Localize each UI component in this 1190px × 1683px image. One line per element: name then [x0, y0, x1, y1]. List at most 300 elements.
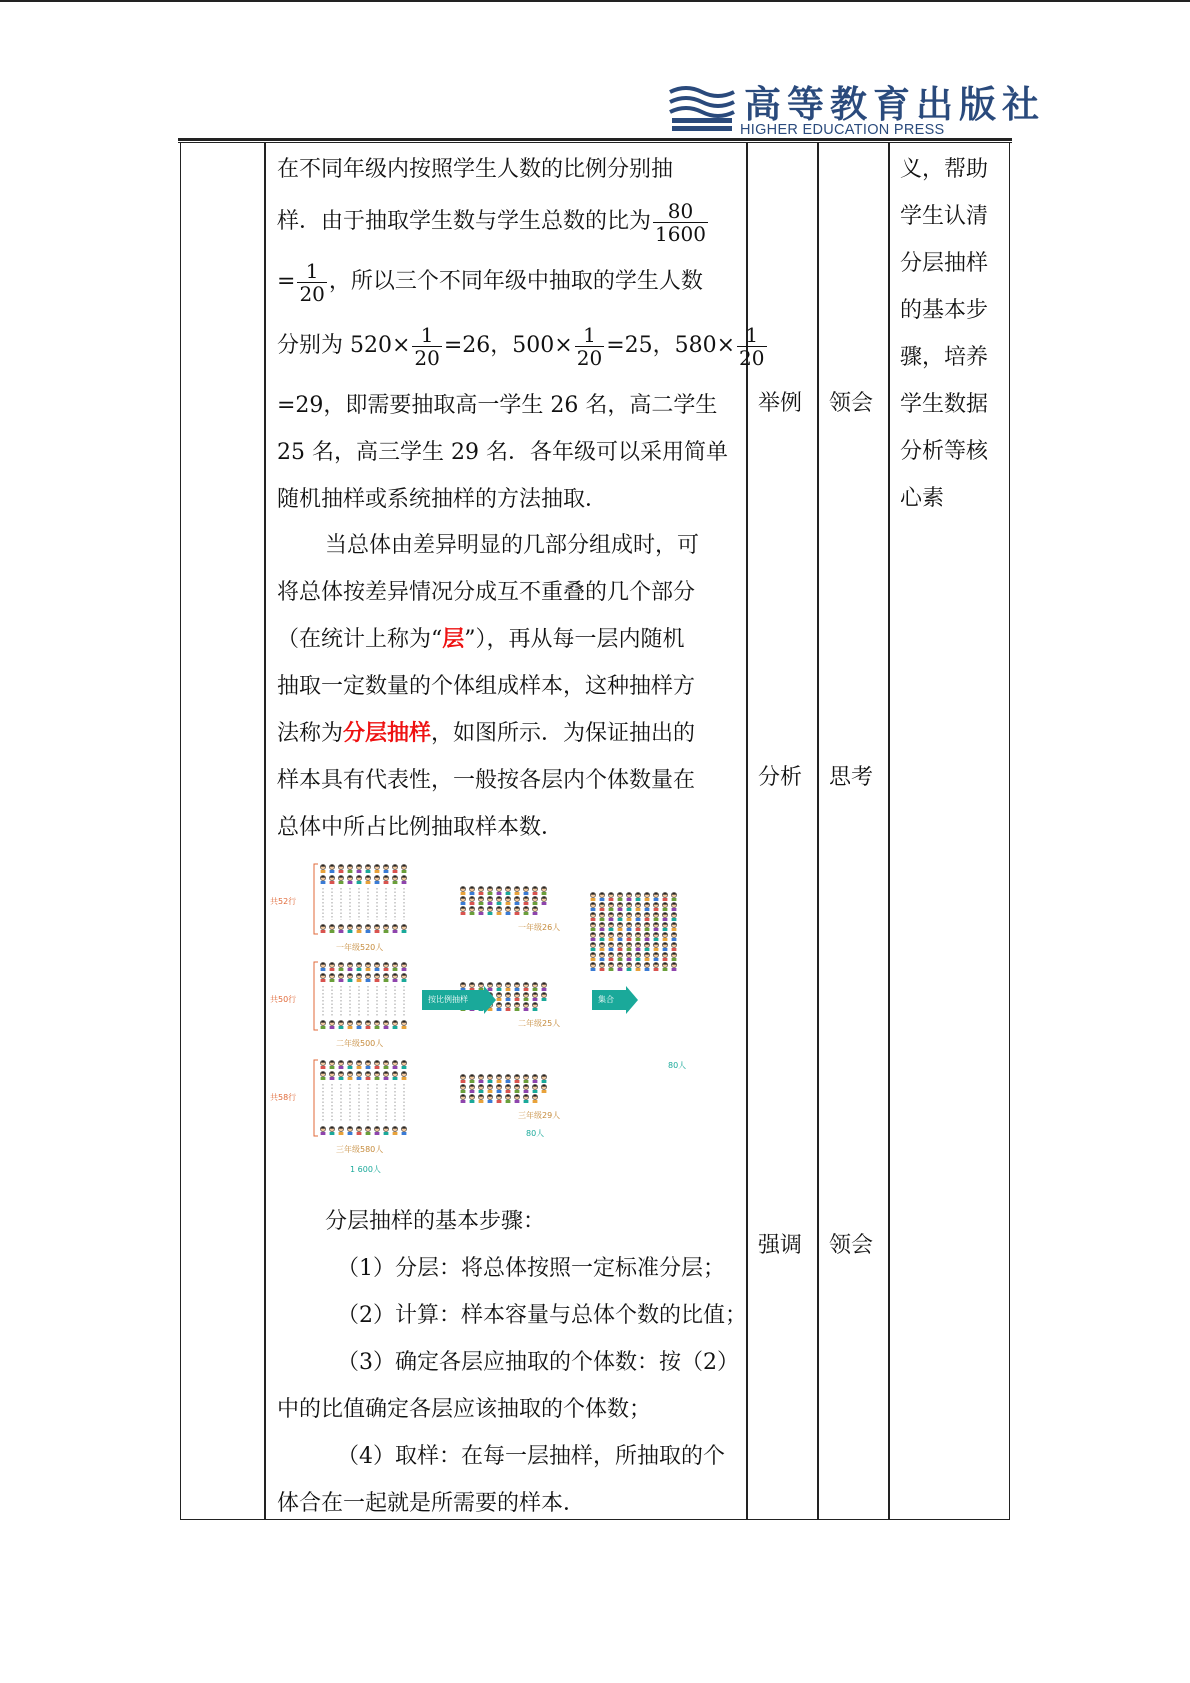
population-person	[401, 1071, 406, 1080]
sample-person	[469, 1094, 474, 1103]
sample-person	[514, 992, 519, 1001]
sample-person	[514, 1002, 519, 1011]
population-person	[383, 864, 388, 873]
population-person	[329, 973, 334, 982]
text-line: （4）取样：在每一层抽样，所抽取的个	[337, 1444, 725, 1469]
sample-person	[460, 896, 465, 905]
population-person	[392, 875, 397, 884]
teacher-activity: 分析	[758, 765, 803, 790]
design-intent-line: 心素	[900, 486, 945, 511]
merged-sample-person	[635, 912, 640, 921]
sample-person	[460, 1084, 465, 1093]
sample-person	[523, 982, 528, 991]
merged-sample-person	[608, 922, 613, 931]
merged-sample-person	[590, 942, 595, 951]
population-person	[329, 864, 334, 873]
rows-label: 共50行	[270, 995, 297, 1004]
merged-sample-person	[635, 932, 640, 941]
sample-person	[487, 886, 492, 895]
merged-sample-person	[599, 952, 604, 961]
population-person	[347, 1020, 352, 1029]
population-person	[329, 1020, 334, 1029]
grade-total-label: 三年级580人	[336, 1145, 384, 1154]
population-person	[392, 1071, 397, 1080]
sample-person	[523, 906, 528, 915]
merged-sample-person	[662, 892, 667, 901]
population-person	[374, 1020, 379, 1029]
text-line: 随机抽样或系统抽样的方法抽取．	[277, 487, 608, 512]
population-person	[401, 962, 406, 971]
sample-person	[532, 896, 537, 905]
merged-sample-person	[653, 902, 658, 911]
sample-person	[469, 896, 474, 905]
merged-sample-person	[626, 962, 631, 971]
population-person	[374, 864, 379, 873]
merged-sample-person	[626, 942, 631, 951]
merged-sample-person	[644, 922, 649, 931]
merged-sample-person	[644, 932, 649, 941]
sample-person	[487, 1094, 492, 1103]
merged-sample-person	[635, 892, 640, 901]
sample-person	[496, 1084, 501, 1093]
header-rule	[178, 138, 1012, 141]
population-person	[338, 864, 343, 873]
population-person	[329, 962, 334, 971]
population-person	[383, 973, 388, 982]
sample-person	[496, 896, 501, 905]
design-intent-line: 义，帮助	[900, 157, 989, 182]
sample-person	[496, 906, 501, 915]
merged-sample-person	[653, 892, 658, 901]
population-person	[401, 924, 406, 933]
fraction: $\frac{80}{1600}$	[655, 198, 706, 246]
merged-sample-person	[635, 922, 640, 931]
population-person	[320, 962, 325, 971]
sample-person	[523, 886, 528, 895]
merged-sample-person	[608, 962, 613, 971]
text-line: 将总体按差异情况分成互不重叠的几个部分	[277, 580, 696, 605]
merged-sample-person	[608, 892, 613, 901]
publisher-wave-icon	[666, 84, 738, 134]
merged-sample-person	[608, 952, 613, 961]
text-line: （在统计上称为“层”），再从每一层内随机	[277, 627, 685, 652]
text-line: （2）计算：样本容量与总体个数的比值；	[337, 1303, 747, 1328]
population-person	[365, 1071, 370, 1080]
population-person	[383, 1020, 388, 1029]
merged-sample-person	[590, 902, 595, 911]
merged-sample-person	[671, 952, 676, 961]
sample-person	[505, 886, 510, 895]
population-person	[401, 1060, 406, 1069]
merged-sample-person	[608, 932, 613, 941]
merged-sample-person	[608, 912, 613, 921]
text-line: 法称为分层抽样，如图所示．为保证抽出的	[277, 721, 696, 746]
merged-sample-person	[590, 922, 595, 931]
population-person	[383, 875, 388, 884]
merged-sample-person	[608, 902, 613, 911]
fraction: $\frac{1}{20}$	[414, 322, 440, 370]
population-person	[365, 864, 370, 873]
page-top-rule	[0, 0, 1190, 2]
population-person	[338, 1126, 343, 1135]
merged-sample-person	[599, 902, 604, 911]
population-person	[383, 924, 388, 933]
proportional-sampling-arrow: 按比例抽样	[422, 990, 484, 1010]
merged-sample-person	[626, 892, 631, 901]
text-line: 在不同年级内按照学生人数的比例分别抽	[277, 157, 674, 182]
population-person	[392, 924, 397, 933]
sample-person	[532, 1094, 537, 1103]
sample-person	[505, 1094, 510, 1103]
merged-sample-person	[662, 942, 667, 951]
population-person	[329, 875, 334, 884]
merged-sample-person	[617, 932, 622, 941]
table-col-divider	[264, 143, 266, 1520]
sample-person	[505, 1002, 510, 1011]
sample-person	[496, 992, 501, 1001]
population-person	[365, 962, 370, 971]
population-person	[365, 973, 370, 982]
merged-sample-person	[626, 952, 631, 961]
sample-person	[478, 886, 483, 895]
sample-person	[541, 982, 546, 991]
merged-sample-person	[644, 902, 649, 911]
grade-sample-label: 三年级29人	[518, 1111, 561, 1120]
row-bracket	[314, 864, 318, 934]
population-person	[374, 924, 379, 933]
sample-person	[496, 1094, 501, 1103]
student-activity: 思考	[829, 765, 874, 790]
text-line: 分层抽样的基本步骤：	[325, 1209, 546, 1234]
population-person	[320, 1020, 325, 1029]
stratified-sampling-figure	[270, 858, 740, 1178]
population-person	[356, 875, 361, 884]
merged-sample-person	[671, 932, 676, 941]
publisher-name-en: HIGHER EDUCATION PRESS	[740, 122, 945, 138]
merged-sample-person	[617, 902, 622, 911]
sample-person	[523, 1094, 528, 1103]
design-intent-line: 的基本步	[900, 298, 989, 323]
population-person	[365, 1126, 370, 1135]
population-person	[392, 864, 397, 873]
merged-sample-person	[617, 892, 622, 901]
merged-sample-person	[635, 902, 640, 911]
grade-total-label: 二年级500人	[336, 1039, 384, 1048]
text-line: 分别为 520× $\frac{1}{20}$ =26，500× $\frac{1}{20}$ =25，580× $\frac{1}{20}$	[277, 322, 765, 370]
publisher-name-cn: 高等教育出版社	[744, 82, 1045, 126]
teacher-activity: 强调	[758, 1233, 803, 1258]
population-person	[356, 1126, 361, 1135]
fraction: $\frac{1}{20}$	[299, 258, 325, 306]
sample-person	[478, 896, 483, 905]
table-col-divider	[888, 143, 890, 1520]
population-person	[338, 1071, 343, 1080]
text-line: 25 名，高三学生 29 名．各年级可以采用简单	[277, 440, 728, 465]
text-line: = $\frac{1}{20}$ ，所以三个不同年级中抽取的学生人数	[277, 258, 703, 306]
population-person	[338, 962, 343, 971]
sample-person	[541, 1074, 546, 1083]
population-person	[320, 924, 325, 933]
design-intent-line: 骤，培养	[900, 345, 989, 370]
merged-sample-person	[662, 912, 667, 921]
sample-person	[523, 1084, 528, 1093]
sample-total: 80人	[526, 1129, 545, 1138]
population-person	[401, 875, 406, 884]
grade-sample-label: 一年级26人	[518, 923, 561, 932]
sample-person	[496, 1002, 501, 1011]
sample-person	[469, 906, 474, 915]
sample-person	[532, 992, 537, 1001]
merged-sample-person	[617, 952, 622, 961]
population-person	[383, 962, 388, 971]
row-bracket	[314, 962, 318, 1030]
merged-sample-person	[653, 952, 658, 961]
sample-person	[532, 886, 537, 895]
sample-person	[505, 896, 510, 905]
sample-person	[478, 1074, 483, 1083]
merged-sample-person	[599, 892, 604, 901]
population-person	[374, 875, 379, 884]
fraction: $\frac{1}{20}$	[739, 322, 765, 370]
sample-person	[478, 906, 483, 915]
sample-person	[496, 982, 501, 991]
sample-person	[469, 886, 474, 895]
fraction: $\frac{1}{20}$	[576, 322, 603, 370]
population-person	[401, 864, 406, 873]
population-person	[347, 1126, 352, 1135]
merged-sample-total: 80人	[668, 1061, 687, 1070]
teacher-activity: 举例	[758, 391, 803, 416]
merged-sample-person	[626, 902, 631, 911]
population-person	[320, 875, 325, 884]
table-col-divider	[817, 143, 819, 1520]
sample-person	[514, 982, 519, 991]
merged-sample-person	[653, 932, 658, 941]
population-person	[320, 1060, 325, 1069]
population-person	[356, 1020, 361, 1029]
sample-person	[505, 1084, 510, 1093]
population-person	[320, 1126, 325, 1135]
merged-sample-person	[635, 962, 640, 971]
text-line: =29，即需要抽取高一学生 26 名，高二学生	[277, 393, 718, 418]
sample-person	[514, 1074, 519, 1083]
population-person	[401, 1126, 406, 1135]
text-line: 总体中所占比例抽取样本数．	[277, 815, 564, 840]
text-line: 当总体由差异明显的几部分组成时，可	[325, 533, 700, 558]
population-person	[392, 1126, 397, 1135]
population-person	[374, 1060, 379, 1069]
sample-person	[514, 886, 519, 895]
sample-person	[505, 906, 510, 915]
sample-person	[478, 1094, 483, 1103]
sample-person	[514, 1094, 519, 1103]
merged-sample-person	[590, 892, 595, 901]
sample-person	[514, 896, 519, 905]
population-total: 1 600人	[350, 1165, 381, 1174]
merged-sample-person	[671, 902, 676, 911]
sample-person	[523, 992, 528, 1001]
population-person	[392, 1060, 397, 1069]
sample-person	[460, 1074, 465, 1083]
design-intent-line: 分析等核	[900, 439, 989, 464]
merged-sample-person	[644, 912, 649, 921]
sample-person	[478, 1084, 483, 1093]
merged-sample-person	[662, 932, 667, 941]
population-person	[347, 973, 352, 982]
merged-sample-person	[635, 952, 640, 961]
merged-sample-person	[644, 962, 649, 971]
merged-sample-person	[599, 942, 604, 951]
population-person	[347, 875, 352, 884]
text-line: （3）确定各层应抽取的个体数：按（2）	[337, 1350, 739, 1375]
student-activity: 领会	[829, 391, 874, 416]
merged-sample-person	[590, 912, 595, 921]
merged-sample-person	[644, 942, 649, 951]
merged-sample-person	[590, 932, 595, 941]
population-person	[383, 1071, 388, 1080]
merged-sample-person	[671, 922, 676, 931]
population-person	[365, 875, 370, 884]
merged-sample-person	[590, 962, 595, 971]
text-line: 体合在一起就是所需要的样本．	[277, 1491, 586, 1516]
merged-sample-person	[608, 942, 613, 951]
population-person	[338, 875, 343, 884]
merged-sample-person	[635, 942, 640, 951]
merged-sample-person	[599, 932, 604, 941]
merged-sample-person	[653, 942, 658, 951]
merged-sample-person	[653, 922, 658, 931]
merged-sample-person	[617, 962, 622, 971]
text-line: 样．由于抽取学生数与学生总数的比为 $\frac{80}{1600}$	[277, 198, 706, 246]
sample-person	[496, 886, 501, 895]
text-line: （1）分层：将总体按照一定标准分层；	[337, 1256, 725, 1281]
population-person	[347, 1060, 352, 1069]
sample-person	[496, 1074, 501, 1083]
population-person	[329, 1060, 334, 1069]
sample-person	[523, 1074, 528, 1083]
sample-person	[469, 1084, 474, 1093]
population-person	[356, 1060, 361, 1069]
sample-person	[514, 906, 519, 915]
sample-person	[532, 906, 537, 915]
population-person	[320, 973, 325, 982]
population-person	[392, 1020, 397, 1029]
merged-sample-person	[662, 952, 667, 961]
design-intent-line: 学生认清	[900, 204, 989, 229]
population-person	[365, 1060, 370, 1069]
merged-sample-person	[599, 962, 604, 971]
merged-sample-person	[662, 962, 667, 971]
merged-sample-person	[653, 962, 658, 971]
sample-person	[541, 1084, 546, 1093]
grade-sample-label: 二年级25人	[518, 1019, 561, 1028]
population-person	[338, 924, 343, 933]
merged-sample-person	[626, 922, 631, 931]
merged-sample-person	[653, 912, 658, 921]
population-person	[374, 1126, 379, 1135]
population-person	[374, 973, 379, 982]
text-line: 中的比值确定各层应该抽取的个体数；	[277, 1397, 652, 1422]
merged-sample-person	[617, 912, 622, 921]
text-line: 样本具有代表性，一般按各层内个体数量在	[277, 768, 696, 793]
term-highlight: 分层抽样	[343, 721, 432, 746]
sample-person	[469, 1074, 474, 1083]
sample-person	[505, 982, 510, 991]
merged-sample-person	[626, 932, 631, 941]
population-person	[401, 973, 406, 982]
publisher-logo	[666, 82, 1045, 138]
text-line: 抽取一定数量的个体组成样本，这种抽样方	[277, 674, 696, 699]
sample-person	[523, 896, 528, 905]
population-person	[320, 1071, 325, 1080]
population-person	[347, 1071, 352, 1080]
merged-sample-person	[671, 942, 676, 951]
sample-person	[532, 982, 537, 991]
sample-person	[532, 1002, 537, 1011]
population-person	[356, 973, 361, 982]
design-intent-line: 学生数据	[900, 392, 989, 417]
sample-person	[505, 992, 510, 1001]
population-person	[365, 1020, 370, 1029]
population-person	[329, 1071, 334, 1080]
merged-sample-person	[617, 942, 622, 951]
merged-sample-person	[662, 902, 667, 911]
rows-label: 共52行	[270, 897, 297, 906]
population-person	[383, 1126, 388, 1135]
sample-person	[460, 1094, 465, 1103]
sample-person	[487, 1074, 492, 1083]
rows-label: 共58行	[270, 1093, 297, 1102]
merged-sample-person	[590, 952, 595, 961]
people-grid-illustration	[270, 858, 740, 1178]
sample-person	[487, 1084, 492, 1093]
population-person	[374, 962, 379, 971]
population-person	[356, 924, 361, 933]
sample-person	[487, 906, 492, 915]
population-person	[365, 924, 370, 933]
population-person	[320, 864, 325, 873]
population-person	[374, 1071, 379, 1080]
sample-person	[514, 1084, 519, 1093]
merged-sample-person	[644, 952, 649, 961]
merged-sample-person	[599, 922, 604, 931]
population-person	[356, 864, 361, 873]
sample-person	[523, 1002, 528, 1011]
merged-sample-person	[644, 892, 649, 901]
sample-person	[541, 896, 546, 905]
population-person	[392, 973, 397, 982]
sample-person	[532, 1084, 537, 1093]
student-activity: 领会	[829, 1233, 874, 1258]
population-person	[347, 924, 352, 933]
sample-person	[541, 992, 546, 1001]
sample-person	[460, 886, 465, 895]
sample-person	[487, 896, 492, 905]
grade-total-label: 一年级520人	[336, 943, 384, 952]
population-person	[401, 1020, 406, 1029]
sample-person	[505, 1074, 510, 1083]
term-highlight: 层	[442, 627, 465, 652]
merged-sample-person	[626, 912, 631, 921]
row-bracket	[314, 1060, 318, 1136]
population-person	[383, 1060, 388, 1069]
sample-person	[532, 1074, 537, 1083]
sample-person	[541, 886, 546, 895]
population-person	[356, 962, 361, 971]
sample-person	[460, 906, 465, 915]
population-person	[338, 1020, 343, 1029]
population-person	[329, 924, 334, 933]
